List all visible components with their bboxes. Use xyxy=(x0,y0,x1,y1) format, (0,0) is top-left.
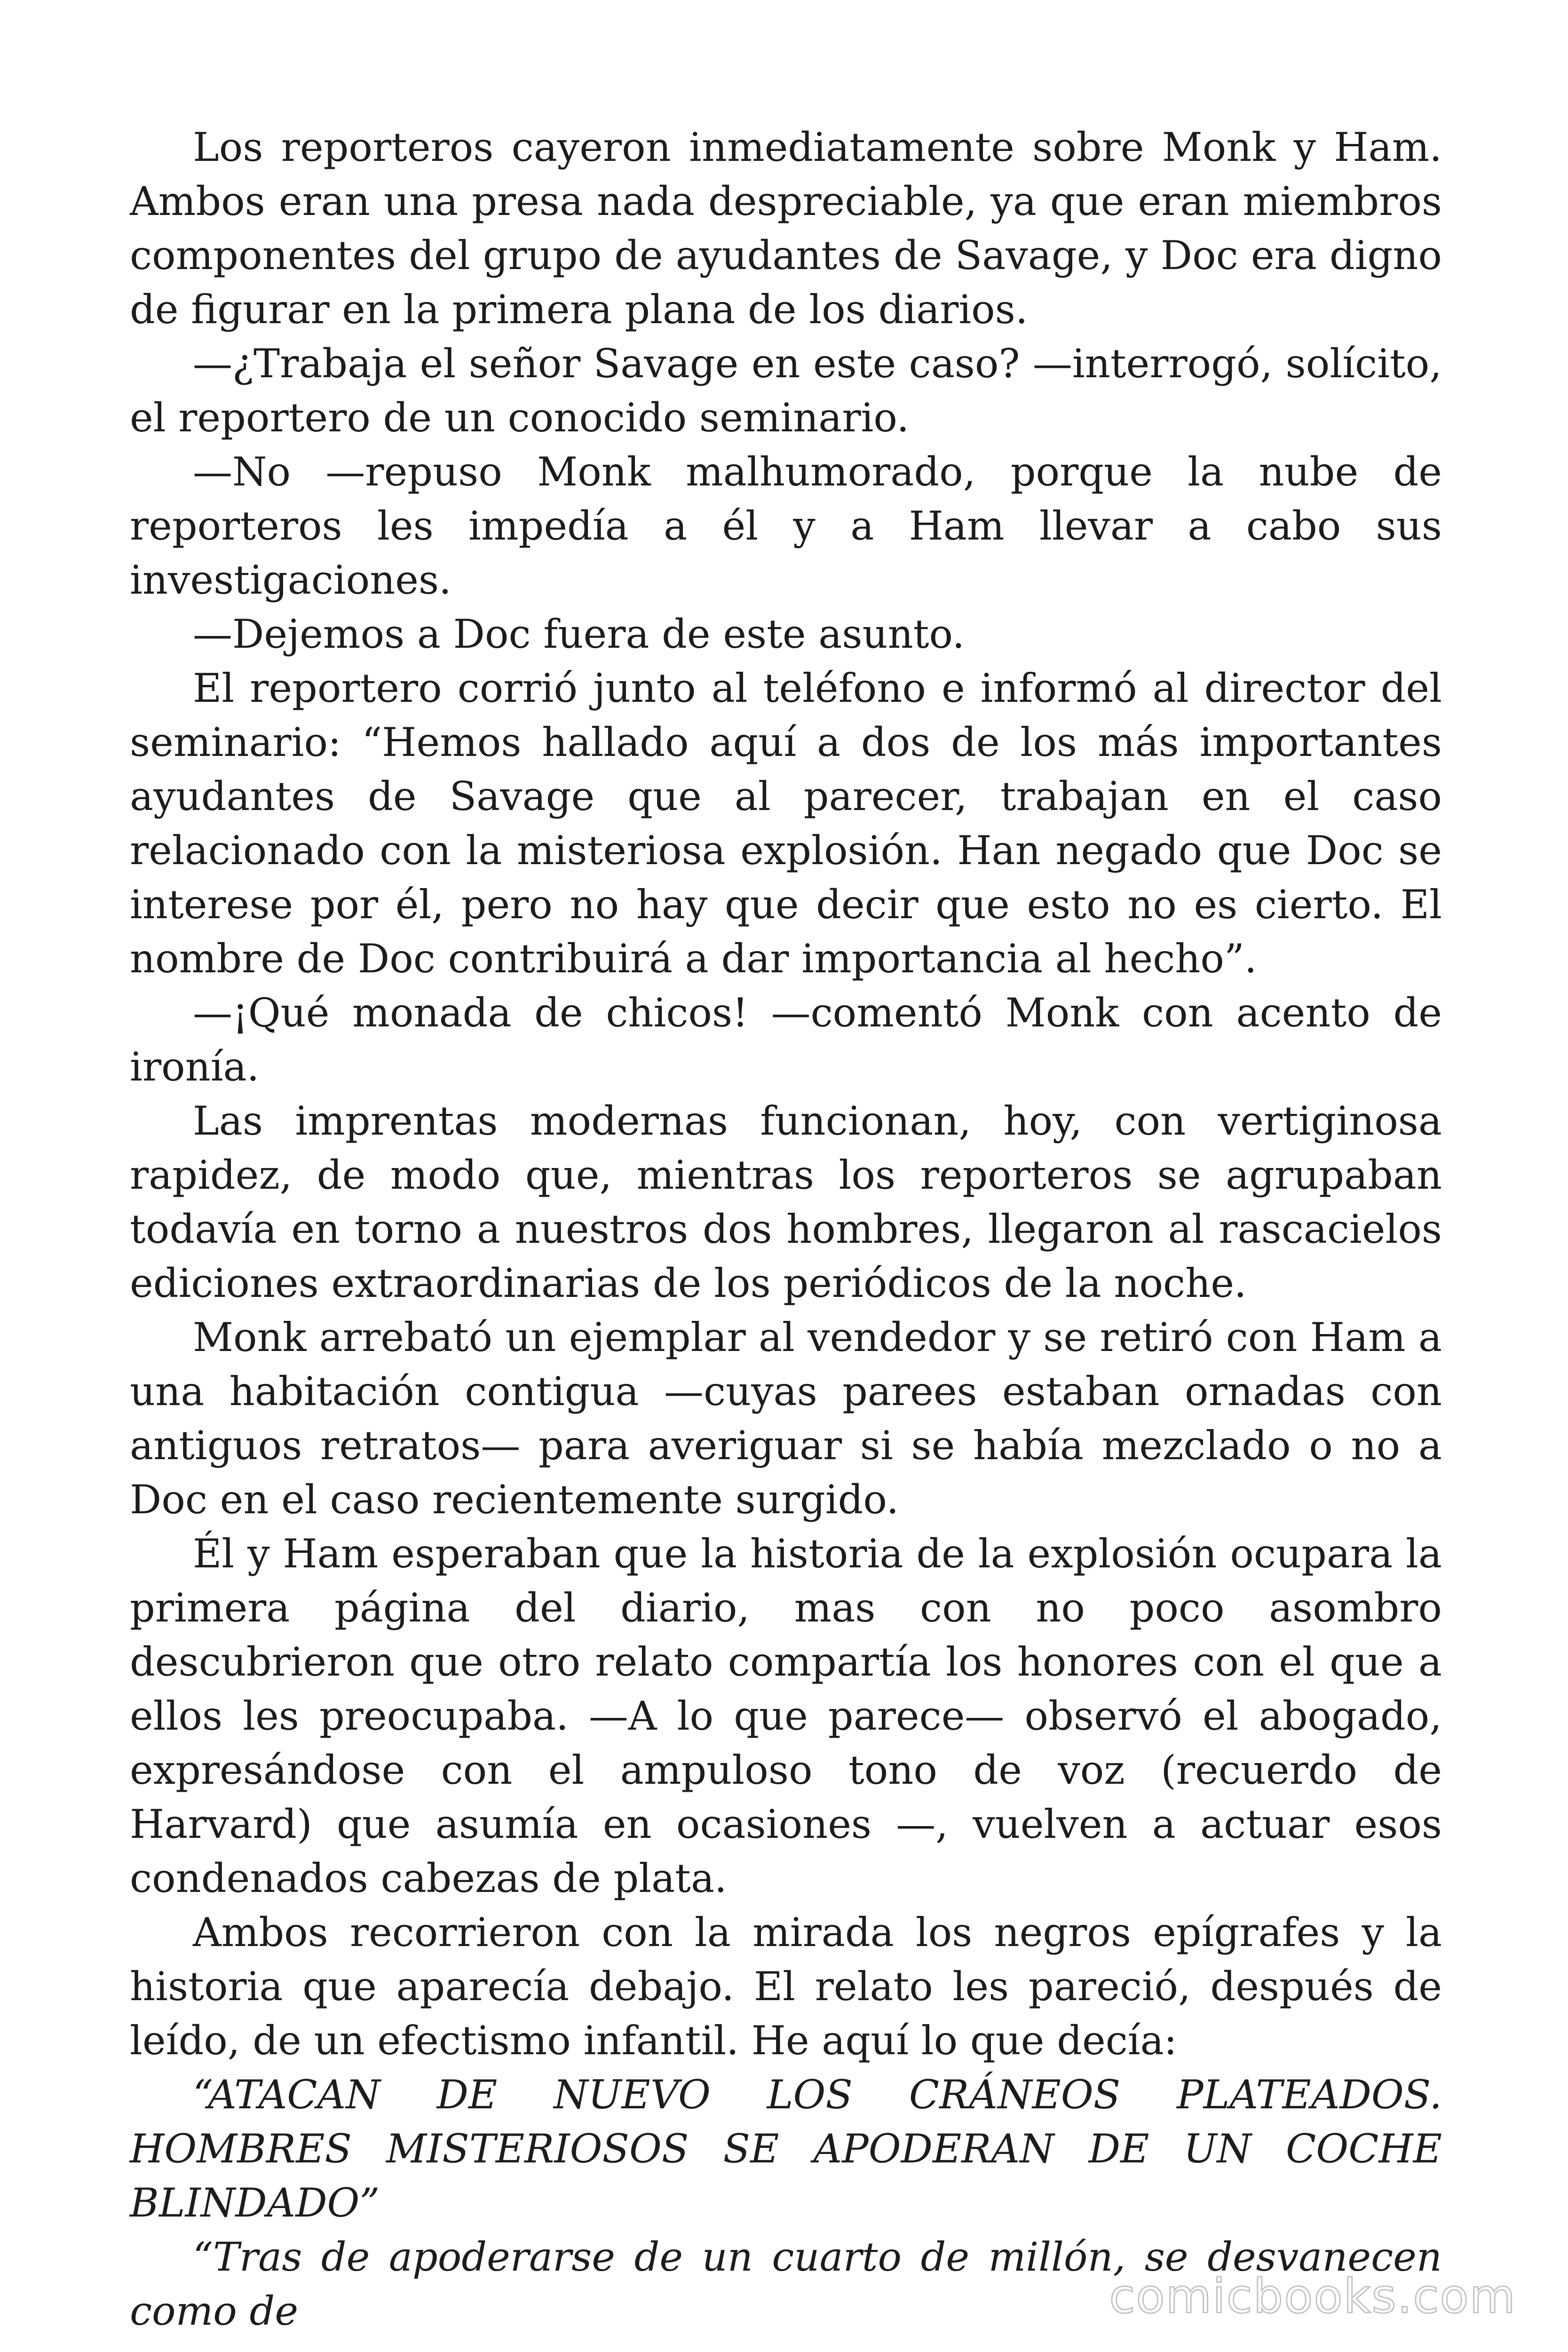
newspaper-excerpt: “Tras de apoderarse de un cuarto de millón, se desvanecen como de xyxy=(130,2234,1442,2334)
paragraph: —¿Trabaja el señor Savage en este caso? —interrogó, solícito, el reportero de un conocido seminario. xyxy=(130,341,1442,441)
paragraph: Ambos recorrieron con la mirada los negros epígrafes y la historia que aparecía debajo. El relato les pareció, después de leído, de un efectismo infantil. He aquí lo que decía: xyxy=(130,1909,1442,2064)
paragraph: El reportero corrió junto al teléfono e informó al director del seminario: “Hemos hallado aquí a dos de los más importantes ayudantes de Savage que al parecer, trabajan en el caso relacionado con la misteriosa explosión. Han negado que Doc se interese por él, pero no hay que decir que esto no es cierto. El nombre de Doc contribuirá a dar importancia al hecho”. xyxy=(130,665,1442,982)
paragraph: —¡Qué monada de chicos! —comentó Monk con acento de ironía. xyxy=(130,990,1442,1090)
paragraph: Él y Ham esperaban que la historia de la explosión ocupara la primera página del diario, mas con no poco asombro descubrieron que otro relato compartía los honores con el que a ellos les preocupaba. —A lo que parece— observó el abogado, expresándose con el ampuloso tono de voz (recuerdo de Harvard) que asumía en ocasiones —, vuelven a actuar esos condenados cabezas de plata. xyxy=(130,1531,1442,1901)
paragraph: Monk arrebató un ejemplar al vendedor y se retiró con Ham a una habitación contigua —cuyas parees estaban ornadas con antiguos retratos— para averiguar si se había mezclado o no a Doc en el caso recientemente surgido. xyxy=(130,1314,1442,1523)
paragraph: —No —repuso Monk malhumorado, porque la nube de reporteros les impedía a él y a Ham llevar a cabo sus investigaciones. xyxy=(130,449,1442,603)
paragraph: —Dejemos a Doc fuera de este asunto. xyxy=(193,611,965,657)
paragraph: Los reporteros cayeron inmediatamente sobre Monk y Ham. Ambos eran una presa nada despreciable, ya que eran miembros componentes del grupo de ayudantes de Savage, y Doc era digno de figurar en la primera plana de los diarios. xyxy=(130,124,1442,333)
newspaper-headline: “ATACAN DE NUEVO LOS CRÁNEOS PLATEADOS. HOMBRES MISTERIOSOS SE APODERAN DE UN COCHE BLINDADO” xyxy=(130,2072,1442,2226)
page-body xyxy=(130,120,1442,2338)
paragraph: Las imprentas modernas funcionan, hoy, con vertiginosa rapidez, de modo que, mientras los reporteros se agrupaban todavía en torno a nuestros dos hombres, llegaron al rascacielos ediciones extraordinarias de los periódicos de la noche. xyxy=(130,1098,1442,1306)
watermark: comicbooks.com xyxy=(1109,2269,1516,2324)
